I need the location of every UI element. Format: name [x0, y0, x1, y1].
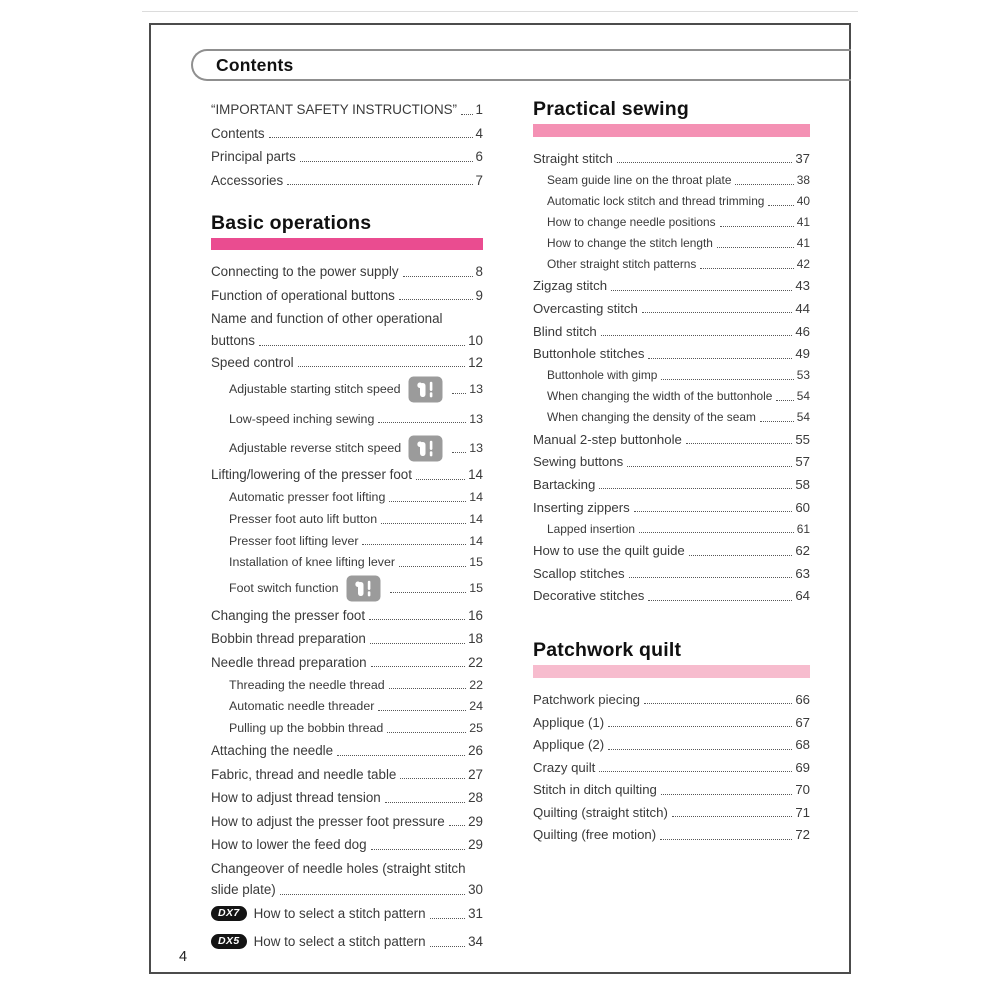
toc-entry-label: Straight stitch [533, 150, 613, 166]
dot-leader [378, 414, 466, 423]
dot-leader [648, 591, 792, 601]
toc-entry [211, 487, 483, 509]
toc-entry-label: Connecting to the power supply [211, 264, 399, 280]
toc-entry-label: Scallop stitches [533, 565, 625, 581]
toc-entry [533, 562, 810, 585]
dot-leader [608, 717, 792, 727]
toc-entry-page: 1 [475, 102, 483, 118]
toc-entry-page: 13 [469, 441, 483, 455]
toc-entry-page: 46 [795, 323, 810, 339]
toc-entry-label: Attaching the needle [211, 743, 334, 759]
toc-entry-label: Principal parts [211, 149, 296, 165]
toc-entry-page: 40 [796, 194, 810, 209]
toc-entry-label: Low-speed inching sewing [229, 411, 375, 426]
foot-switch-icon [408, 435, 443, 462]
toc-entry-label: Applique (2) [533, 737, 605, 753]
page-title: Contents [216, 54, 294, 75]
toc-entry [211, 674, 483, 696]
toc-entry [211, 307, 483, 331]
dot-leader [660, 830, 792, 840]
dot-leader [370, 633, 465, 643]
toc-entry-label: Presser foot lifting lever [229, 533, 359, 548]
toc-entry-label: Stitch in ditch quilting [533, 782, 657, 798]
toc-entry-label: Pulling up the bobbin thread [229, 720, 384, 735]
toc-entry-page: 64 [795, 588, 810, 604]
toc-entry [533, 320, 810, 343]
toc-entry-page: 67 [795, 714, 810, 730]
toc-entry-page: 54 [796, 410, 810, 425]
toc-entry [533, 733, 810, 756]
dot-leader [634, 502, 793, 512]
toc-entry-label: Buttonhole stitches [533, 346, 645, 362]
toc-entry-label: Fabric, thread and needle table [211, 766, 397, 782]
toc-entry-page: 71 [795, 804, 810, 820]
toc-entry-label: Automatic needle threader [229, 699, 375, 714]
toc-entry-page: 62 [795, 543, 810, 559]
toc-entry-page: 38 [796, 173, 810, 188]
toc-entry [533, 688, 810, 711]
toc-entry-page: 14 [469, 490, 483, 505]
toc-entry [533, 428, 810, 451]
toc-entry-label: Accessories [211, 172, 284, 188]
toc-entry [533, 275, 810, 298]
toc-entry [211, 260, 483, 284]
toc-entry-label: Blind stitch [533, 323, 597, 339]
dot-leader [399, 558, 466, 567]
toc-entry-page: 14 [468, 467, 483, 483]
toc-entry-label: Changeover of needle holes (straight stitch [211, 860, 466, 876]
toc-entry-page: 44 [795, 300, 810, 316]
dot-leader [378, 702, 466, 711]
toc-entry [211, 98, 483, 122]
toc-entry-page: 69 [795, 759, 810, 775]
toc-entry [211, 530, 483, 552]
toc-entry [211, 833, 483, 857]
toc-entry-label: Threading the needle thread [229, 677, 385, 692]
toc-entry-page: 72 [795, 827, 810, 843]
toc-entry [211, 374, 483, 404]
toc-entry [533, 212, 810, 233]
dot-leader [287, 175, 472, 185]
toc-entry-label: Adjustable reverse stitch speed [229, 441, 402, 455]
toc-entry [211, 508, 483, 530]
toc-entry-page: 14 [469, 533, 483, 548]
toc-entry-page: 26 [468, 743, 483, 759]
toc-entry-label: Inserting zippers [533, 499, 630, 515]
section-accent-bar [533, 665, 810, 678]
dot-leader [461, 105, 473, 115]
toc-section-header [533, 98, 810, 137]
foot-switch-icon [408, 376, 443, 403]
dot-leader [385, 793, 465, 803]
dot-leader [648, 349, 792, 359]
dot-leader [416, 470, 465, 480]
toc-right-column [533, 98, 810, 846]
toc-entry [533, 386, 810, 407]
toc-entry [533, 539, 810, 562]
toc-entry-page: 57 [795, 454, 810, 470]
toc-entry [211, 928, 483, 956]
toc-entry-label: When changing the width of the buttonhole [547, 389, 773, 404]
dot-leader [337, 746, 465, 756]
toc-entry-label: How to use the quilt guide [533, 543, 685, 559]
toc-entry [211, 122, 483, 146]
toc-entry [533, 585, 810, 608]
scan-artifact-line [142, 11, 858, 12]
toc-entry-page: 15 [469, 581, 483, 596]
toc-entry-label: How to change the stitch length [547, 236, 713, 251]
dot-leader [280, 885, 465, 895]
toc-entry-label: Automatic presser foot lifting [229, 490, 386, 505]
toc-entry [533, 342, 810, 365]
toc-entry [211, 856, 483, 880]
toc-entry-label: How to select a stitch pattern [253, 906, 426, 922]
dot-leader [599, 762, 792, 772]
dot-leader [298, 357, 465, 367]
toc-entry-label: Applique (1) [533, 714, 605, 730]
toc-entry-label: Installation of knee lifting lever [229, 555, 395, 570]
toc-entry [533, 170, 810, 191]
toc-entry-page: 63 [795, 565, 810, 581]
dot-leader [611, 281, 792, 291]
toc-entry-label: When changing the density of the seam [547, 410, 756, 425]
toc-entry-page: 16 [468, 607, 483, 623]
toc-entry [211, 900, 483, 928]
toc-entry-page: 42 [796, 257, 810, 272]
toc-entry-page: 53 [796, 368, 810, 383]
toc-entry [211, 331, 483, 351]
toc-entry-label: Manual 2-step buttonhole [533, 431, 682, 447]
dot-leader [362, 536, 466, 545]
toc-entry-page: 22 [469, 677, 483, 692]
dot-leader [629, 568, 793, 578]
toc-entry-page: 12 [468, 354, 483, 370]
toc-entry-page: 66 [795, 691, 810, 707]
toc-entry [533, 254, 810, 275]
toc-entry-label: Contents [211, 125, 265, 141]
toc-entry-page: 8 [475, 264, 483, 280]
dot-leader [389, 493, 466, 502]
toc-entry [211, 627, 483, 651]
toc-entry-label: Sewing buttons [533, 454, 624, 470]
toc-entry-label: Automatic lock stitch and thread trimming [547, 194, 765, 209]
toc-entry-page: 60 [795, 499, 810, 515]
toc-entry-label: Adjustable starting stitch speed [229, 382, 401, 396]
dot-leader [449, 816, 465, 826]
dot-leader [720, 218, 794, 227]
dot-leader [686, 434, 792, 444]
toc-entry-page: 58 [795, 476, 810, 492]
toc-entry-page: 41 [796, 215, 810, 230]
toc-entry-page: 27 [468, 766, 483, 782]
dot-leader [371, 840, 466, 850]
toc-entry [211, 433, 483, 463]
toc-section-header [211, 212, 483, 250]
toc-entry-label: Lifting/lowering of the presser foot [211, 467, 412, 483]
toc-entry [533, 451, 810, 474]
toc-entry [211, 552, 483, 574]
dot-leader [717, 239, 794, 248]
toc-entry-label: Speed control [211, 354, 294, 370]
toc-entry-label: Quilting (free motion) [533, 827, 657, 843]
dot-leader [599, 479, 792, 489]
toc-entry [211, 809, 483, 833]
toc-entry [533, 518, 810, 539]
toc-entry [211, 762, 483, 786]
toc-entry-label: How to lower the feed dog [211, 837, 367, 853]
toc-entry-label: How to adjust the presser foot pressure [211, 813, 445, 829]
toc-entry [533, 191, 810, 212]
dot-leader [661, 371, 793, 380]
toc-entry-page: 22 [468, 654, 483, 670]
dot-leader [452, 443, 466, 452]
toc-entry-page: 54 [796, 389, 810, 404]
toc-entry-label: How to change needle positions [547, 215, 716, 230]
section-accent-bar [533, 124, 810, 137]
dot-leader [300, 152, 473, 162]
toc-entry-page: 18 [468, 631, 483, 646]
toc-entry-page: 31 [468, 906, 483, 922]
toc-entry [211, 786, 483, 810]
dot-leader [689, 546, 793, 556]
toc-entry-label: Patchwork piecing [533, 691, 641, 707]
dot-leader [399, 290, 473, 300]
toc-entry-label: slide plate) [211, 882, 276, 898]
section-title: Practical sewing [533, 98, 690, 120]
toc-entry-label: Buttonhole with gimp [547, 368, 658, 383]
section-title: Patchwork quilt [533, 639, 682, 662]
toc-entry-page: 4 [475, 125, 483, 141]
dot-leader [390, 584, 467, 593]
toc-entry-label: Decorative stitches [533, 588, 645, 604]
model-badge: DX7 [211, 906, 247, 921]
toc-entry-page: 70 [795, 782, 810, 798]
dot-leader [400, 769, 465, 779]
dot-leader [642, 304, 793, 314]
toc-entry [533, 233, 810, 254]
toc-entry-label: buttons [211, 333, 255, 348]
toc-entry [211, 650, 483, 674]
toc-entry [211, 695, 483, 717]
dot-leader [369, 610, 465, 620]
toc-entry-label: Bobbin thread preparation [211, 631, 366, 646]
toc-entry-label: Crazy quilt [533, 759, 596, 775]
toc-entry [533, 365, 810, 386]
toc-entry [533, 407, 810, 428]
section-title: Basic operations [211, 212, 372, 234]
toc-entry-page: 29 [468, 837, 483, 853]
toc-entry-label: Function of operational buttons [211, 287, 395, 303]
toc-entry [211, 739, 483, 763]
toc-entry [533, 801, 810, 824]
toc-entry-page: 28 [468, 790, 483, 806]
dot-leader [381, 514, 466, 523]
dot-leader [672, 807, 792, 817]
toc-entry-page: 68 [795, 737, 810, 753]
toc-entry-page: 14 [469, 512, 483, 527]
toc-entry-label: Lapped insertion [547, 521, 635, 536]
toc-entry [211, 573, 483, 603]
contents-header-box [191, 49, 851, 81]
dot-leader [371, 657, 466, 667]
dot-leader [452, 384, 467, 393]
toc-entry-label: Seam guide line on the throat plate [547, 173, 732, 188]
toc-entry [533, 779, 810, 802]
toc-entry [211, 145, 483, 169]
foot-switch-icon [346, 575, 381, 602]
section-accent-bar [211, 238, 483, 250]
toc-entry-page: 55 [795, 431, 810, 447]
toc-entry [211, 284, 483, 308]
dot-leader [617, 153, 792, 163]
toc-entry [533, 496, 810, 519]
toc-entry-label: Foot switch function [229, 581, 339, 596]
toc-entry-page: 34 [468, 934, 483, 950]
dot-leader [700, 260, 793, 269]
dot-leader [639, 524, 794, 533]
toc-entry-label: How to adjust thread tension [211, 790, 381, 806]
toc-entry-page: 41 [796, 236, 810, 251]
dot-leader [627, 457, 792, 467]
dot-leader [269, 128, 473, 138]
dot-leader [735, 176, 793, 185]
toc-entry-label: Bartacking [533, 476, 596, 492]
toc-entry-page: 49 [795, 346, 810, 362]
toc-entry-page: 10 [468, 333, 483, 348]
toc-entry-page: 29 [468, 813, 483, 829]
page-number: 4 [179, 949, 188, 965]
model-badge: DX5 [211, 934, 247, 949]
dot-leader [760, 413, 794, 422]
toc-entry-label: Other straight stitch patterns [547, 257, 697, 272]
dot-leader [601, 326, 793, 336]
dot-leader [387, 723, 466, 732]
toc-entry [211, 603, 483, 627]
toc-entry-page: 9 [475, 287, 483, 303]
dot-leader [430, 937, 466, 947]
toc-entry-page: 6 [475, 149, 483, 165]
toc-entry-label: Changing the presser foot [211, 607, 366, 623]
toc-entry-page: 30 [468, 882, 483, 898]
toc-entry [533, 711, 810, 734]
toc-entry-label: Presser foot auto lift button [229, 512, 378, 527]
toc-entry [533, 147, 810, 170]
toc-entry-page: 15 [469, 555, 483, 570]
toc-entry [211, 880, 483, 900]
dot-leader [608, 740, 792, 750]
toc-entry-label: Needle thread preparation [211, 654, 367, 670]
toc-entry [533, 756, 810, 779]
toc-entry-page: 24 [469, 699, 483, 714]
dot-leader [259, 335, 465, 345]
toc-entry-label: Quilting (straight stitch) [533, 804, 668, 820]
toc-entry [211, 351, 483, 375]
dot-leader [430, 909, 466, 919]
toc-entry [533, 824, 810, 847]
toc-entry [211, 463, 483, 487]
toc-entry-page: 13 [469, 382, 483, 396]
manual-page [149, 23, 851, 974]
dot-leader [661, 785, 792, 795]
toc-entry [533, 473, 810, 496]
toc-entry-label: Overcasting stitch [533, 300, 638, 316]
toc-entry-page: 7 [475, 172, 483, 188]
dot-leader [403, 267, 473, 277]
toc-entry-label: “IMPORTANT SAFETY INSTRUCTIONS” [211, 102, 458, 118]
toc-entry [211, 404, 483, 433]
dot-leader [768, 197, 793, 206]
toc-entry [533, 297, 810, 320]
toc-section-header [533, 639, 810, 678]
toc-entry-page: 25 [469, 720, 483, 735]
toc-entry-page: 13 [469, 411, 483, 426]
toc-entry [211, 717, 483, 739]
dot-leader [644, 694, 792, 704]
toc-entry-page: 43 [795, 278, 810, 294]
dot-leader [776, 392, 793, 401]
toc-entry-page: 37 [795, 150, 810, 166]
toc-left-column [211, 98, 483, 956]
toc-entry-label: How to select a stitch pattern [253, 934, 426, 950]
dot-leader [389, 680, 467, 689]
toc-entry-label: Zigzag stitch [533, 278, 608, 294]
toc-entry [211, 169, 483, 193]
toc-entry-label: Name and function of other operational [211, 311, 443, 327]
toc-entry-page: 61 [796, 521, 810, 536]
